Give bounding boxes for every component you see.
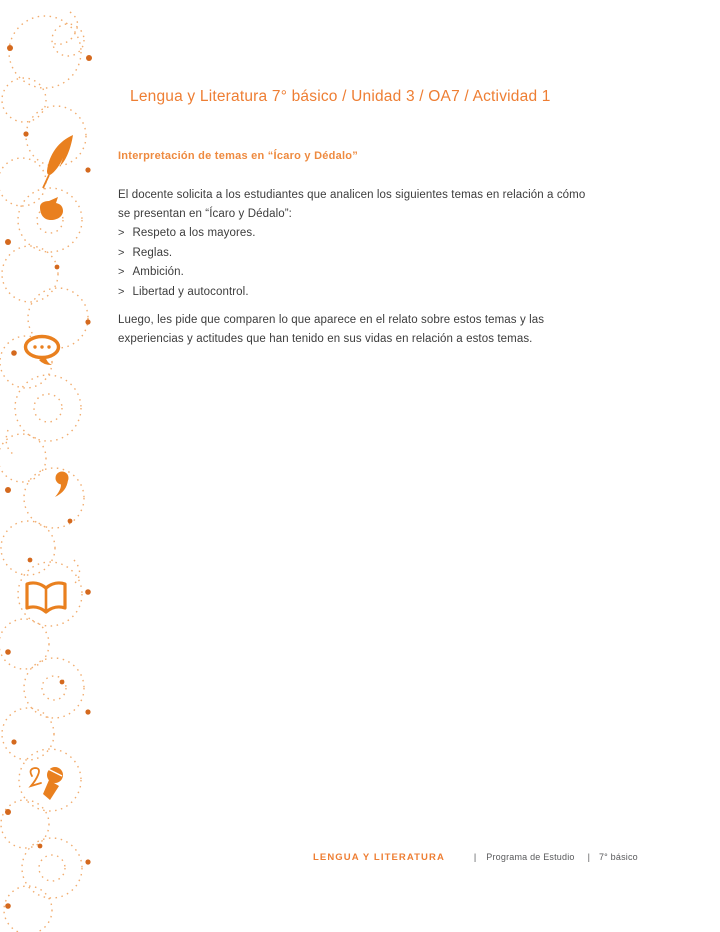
footer-separator: |: [587, 852, 590, 862]
footer-separator: |: [473, 852, 477, 862]
list-item: [118, 247, 256, 267]
theme-text: Reglas.: [132, 246, 173, 259]
bullet-marker: >: [118, 266, 125, 278]
list-item: [118, 227, 256, 247]
page-footer: [313, 852, 638, 863]
closing-paragraph: Luego, les pide que comparen lo que aparece en el relato sobre estos temas y las experiencias y actitudes que han tenido en sus vidas en relación a estos temas.: [118, 314, 545, 345]
activity-title: Interpretación de temas en “Ícaro y Dédalo”: [118, 150, 358, 162]
intro-paragraph: El docente solicita a los estudiantes que analicen los siguientes temas en relación a cómo se presentan en “Ícaro y Dédalo”:: [118, 189, 586, 220]
bullet-marker: >: [118, 246, 125, 259]
bullet-marker: >: [118, 285, 125, 298]
themes-list: [118, 227, 256, 305]
list-item: [118, 266, 256, 286]
theme-text: Libertad y autocontrol.: [132, 285, 249, 298]
footer-subject: LENGUA Y LITERATURA: [313, 852, 445, 863]
footer-program: Programa de Estudio: [486, 852, 575, 862]
breadcrumb-title: Lengua y Literatura 7° básico / Unidad 3 / OA7 / Actividad 1: [130, 88, 551, 105]
list-item: [118, 286, 256, 306]
bullet-marker: >: [118, 227, 125, 239]
footer-grade: 7° básico: [598, 852, 638, 862]
theme-text: Ambición.: [132, 266, 184, 278]
theme-text: Respeto a los mayores.: [132, 227, 256, 239]
